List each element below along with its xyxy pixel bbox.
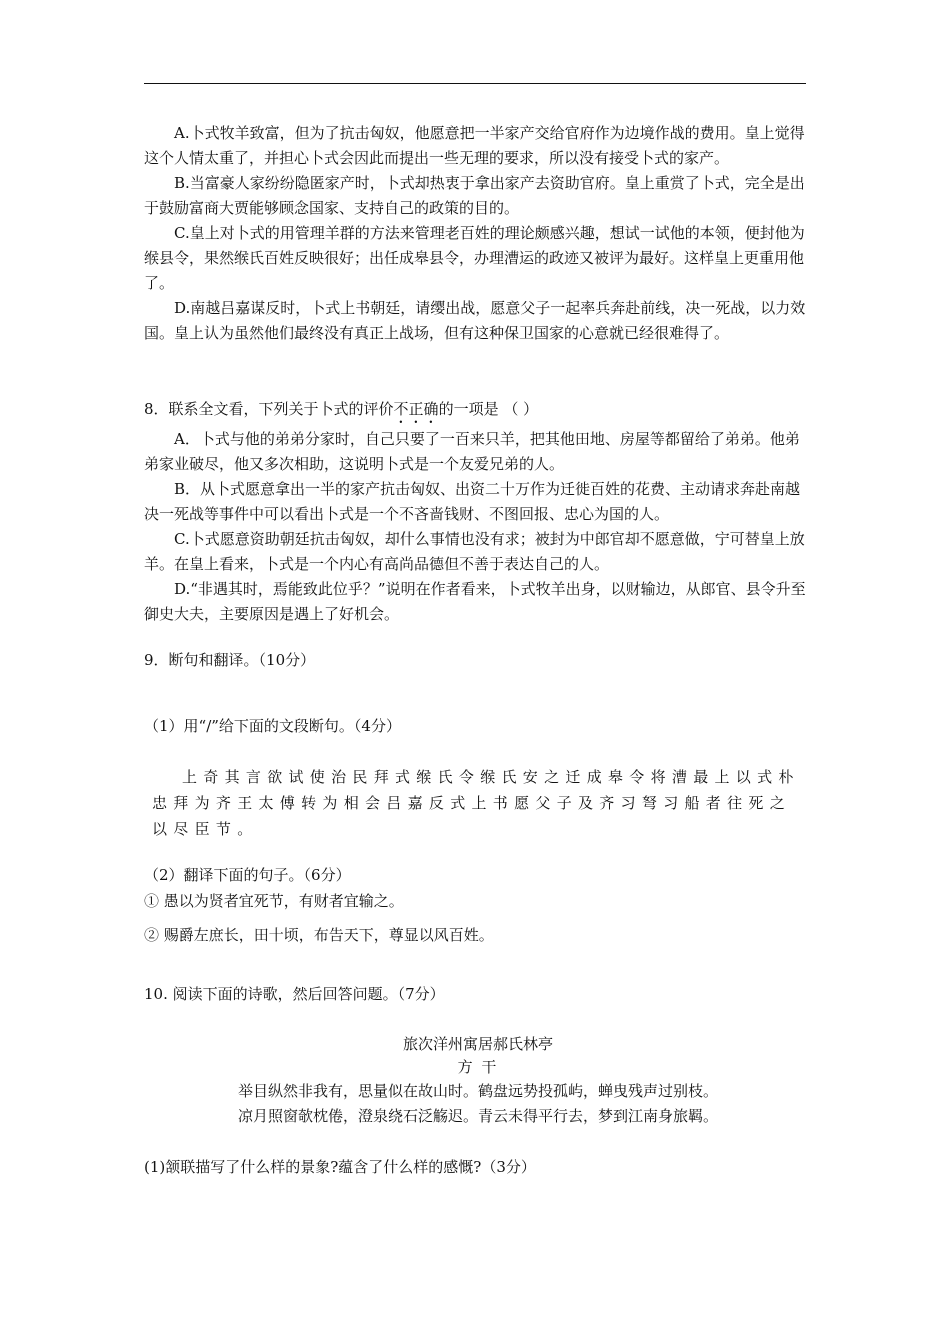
poem-author: 方 干 bbox=[457, 1058, 499, 1076]
q9-sub2: （2）翻译下面的句子。（6分） bbox=[144, 866, 351, 884]
q8-option-a: A．卜式与他的弟弟分家时，自己只要了一百来只羊，把其他田地、房屋等都留给了弟弟。他弟弟家业破尽，他又多次相助，这说明卜式是一个友爱兄弟的人。 bbox=[144, 430, 800, 473]
q8-stem-emphasis: 不正确 bbox=[393, 400, 439, 418]
q8-stem-text: 8．联系全文看，下列关于卜式的评价 bbox=[144, 400, 394, 418]
q9-sub1: （1）用“/”给下面的文段断句。（4分） bbox=[144, 717, 401, 735]
poem-line-2: 凉月照窗欹枕倦，澄泉绕石泛觞迟。青云未得平行去，梦到江南身旅羁。 bbox=[237, 1107, 718, 1125]
poem-title: 旅次洋州寓居郝氏林亭 bbox=[402, 1035, 553, 1053]
q7-option-d: D.南越吕嘉谋反时，卜式上书朝廷，请缨出战，愿意父子一起率兵奔赴前线，决一死战，以力效国。皇上认为虽然他们最终没有真正上战场，但有这种保卫国家的心意就已经很难得了。 bbox=[144, 299, 806, 342]
q7-option-b: B.当富豪人家纷纷隐匿家产时，卜式却热衷于拿出家产去资助官府。皇上重赏了卜式，完全是出于鼓励富商大贾能够顾念国家、支持自己的政策的目的。 bbox=[144, 174, 805, 217]
q7-option-a: A.卜式牧羊致富，但为了抗击匈奴，他愿意把一半家产交给官府作为边境作战的费用。皇上觉得这个人情太重了，并担心卜式会因此而提出一些无理的要求，所以没有接受卜式的家产。 bbox=[144, 124, 805, 167]
q8-option-c: C.卜式愿意资助朝廷抗击匈奴，却什么事情也没有求；被封为中郎官却不愿意做，宁可替皇上放羊。在皇上看来，卜式是一个内心有高尚品德但不善于表达自己的人。 bbox=[144, 530, 805, 573]
q8-option-d: D.“非遇其时，焉能致此位乎？”说明在作者看来，卜式牧羊出身，以财输边，从郎官、县令升至御史大夫，主要原因是遇上了好机会。 bbox=[144, 580, 806, 623]
q8-option-b: B．从卜式愿意拿出一半的家产抗击匈奴、出资二十万作为迁徙百姓的花费、主动请求奔赴南越决一死战等事件中可以看出卜式是一个不吝啬钱财、不图回报、忠心为国的人。 bbox=[144, 480, 801, 523]
q8-stem bbox=[144, 397, 812, 427]
poem-line-1: 举目纵然非我有，思量似在故山时。鹤盘远势投孤屿，蝉曳残声过别枝。 bbox=[237, 1082, 718, 1100]
q10-title: 10. 阅读下面的诗歌，然后回答问题。（7分） bbox=[144, 985, 445, 1003]
q7-options bbox=[144, 121, 812, 346]
q9-sentence-1: ① 愚以为贤者宜死节，有财者宜输之。 bbox=[144, 892, 404, 910]
q7-option-c: C.皇上对卜式的用管理羊群的方法来管理老百姓的理论颇感兴趣，想试一试他的本领，便封他为缑县令，果然缑氏百姓反映很好；出任成皋县令，办理漕运的政迹又被评为最好。这样皇上更重用他了。 bbox=[144, 224, 805, 292]
q9-passage: 上奇其言欲试使治民拜式缑氏令缑氏安之迁成皋令将漕最上以式朴忠拜为齐王太傅转为相会吕嘉反式上书愿父子及齐习弩习船者往死之以尽臣节。 bbox=[152, 768, 800, 838]
q9-sentence-2: ② 赐爵左庶长，田十顷，布告天下，尊显以风百姓。 bbox=[144, 926, 494, 944]
question-8 bbox=[144, 397, 812, 627]
header-rule bbox=[144, 83, 806, 84]
q10-sub1: (1)颔联描写了什么样的景象?蕴含了什么样的感慨?（3分） bbox=[144, 1158, 536, 1176]
q9-title: 9．断句和翻译。（10分） bbox=[144, 651, 316, 669]
q8-stem-tail: 的一项是 （ ） bbox=[438, 400, 539, 418]
